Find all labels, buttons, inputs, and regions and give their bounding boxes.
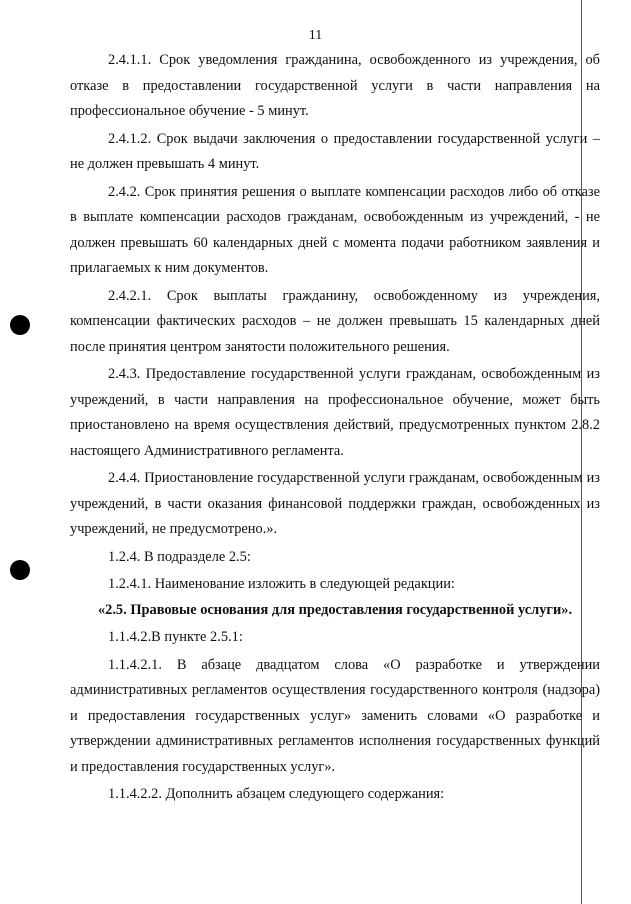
paragraph-2-4-4: 2.4.4. Приостановление государственной услуги гражданам, освобожденным из учреждений, в части оказания финансовой поддержки граждан, освобожденных из учреждений, не предусмотрено.». (70, 470, 600, 537)
section-heading: «2.5. Правовые основания для предоставления государственной услуги». (97, 601, 573, 618)
punch-hole-mark (10, 560, 30, 580)
paragraph-2-4-2-1: 2.4.2.1. Срок выплаты гражданину, освобожденному из учреждения, компенсации фактических расходов – не должен превышать 15 календарных дней после принятия центром занятости положительного решения. (70, 287, 600, 355)
paragraph-1-1-4-2: 1.1.4.2.В пункте 2.5.1: (108, 629, 243, 645)
paragraph-1-1-4-2-1: 1.1.4.2.1. В абзаце двадцатом слова «О разработке и утверждении административных регламентов осуществления государственного контроля (надзора) и предоставления государственных услуг» заменить словами «О разработке и утверждении административных регламентов исполнения государственных функций и предоставления государственных услуг». (70, 656, 600, 775)
document-body (70, 48, 600, 808)
paragraph-1-2-4-1: 1.2.4.1. Наименование изложить в следующей редакции: (108, 576, 455, 592)
paragraph-2-4-2: 2.4.2. Срок принятия решения о выплате компенсации расходов либо об отказе в выплате компенсации расходов гражданам, освобожденным из учреждений, - не должен превышать 60 календарных дней с момента подачи работником заявления и прилагаемых к ним документов. (70, 183, 600, 276)
paragraph-1-2-4: 1.2.4. В подразделе 2.5: (108, 548, 251, 565)
paragraph-2-4-1-1: 2.4.1.1. Срок уведомления гражданина, освобожденного из учреждения, об отказе в предоставлении государственной услуги в части направления на профессиональное обучение - 5 минут. (70, 52, 600, 119)
page-number: 11 (308, 28, 323, 43)
punch-hole-mark (10, 315, 30, 335)
paragraph-2-4-1-2: 2.4.1.2. Срок выдачи заключения о предоставлении государственной услуги – не должен превышать 4 минут. (70, 130, 600, 172)
paragraph-2-4-3: 2.4.3. Предоставление государственной услуги гражданам, освобожденным из учреждений, в части направления на профессиональное обучение, может быть приостановлено на время осуществления действий, предусмотренных пунктом 2.8.2 настоящего Административного регламента. (70, 366, 600, 459)
paragraph-1-1-4-2-2: 1.1.4.2.2. Дополнить абзацем следующего содержания: (108, 786, 445, 802)
